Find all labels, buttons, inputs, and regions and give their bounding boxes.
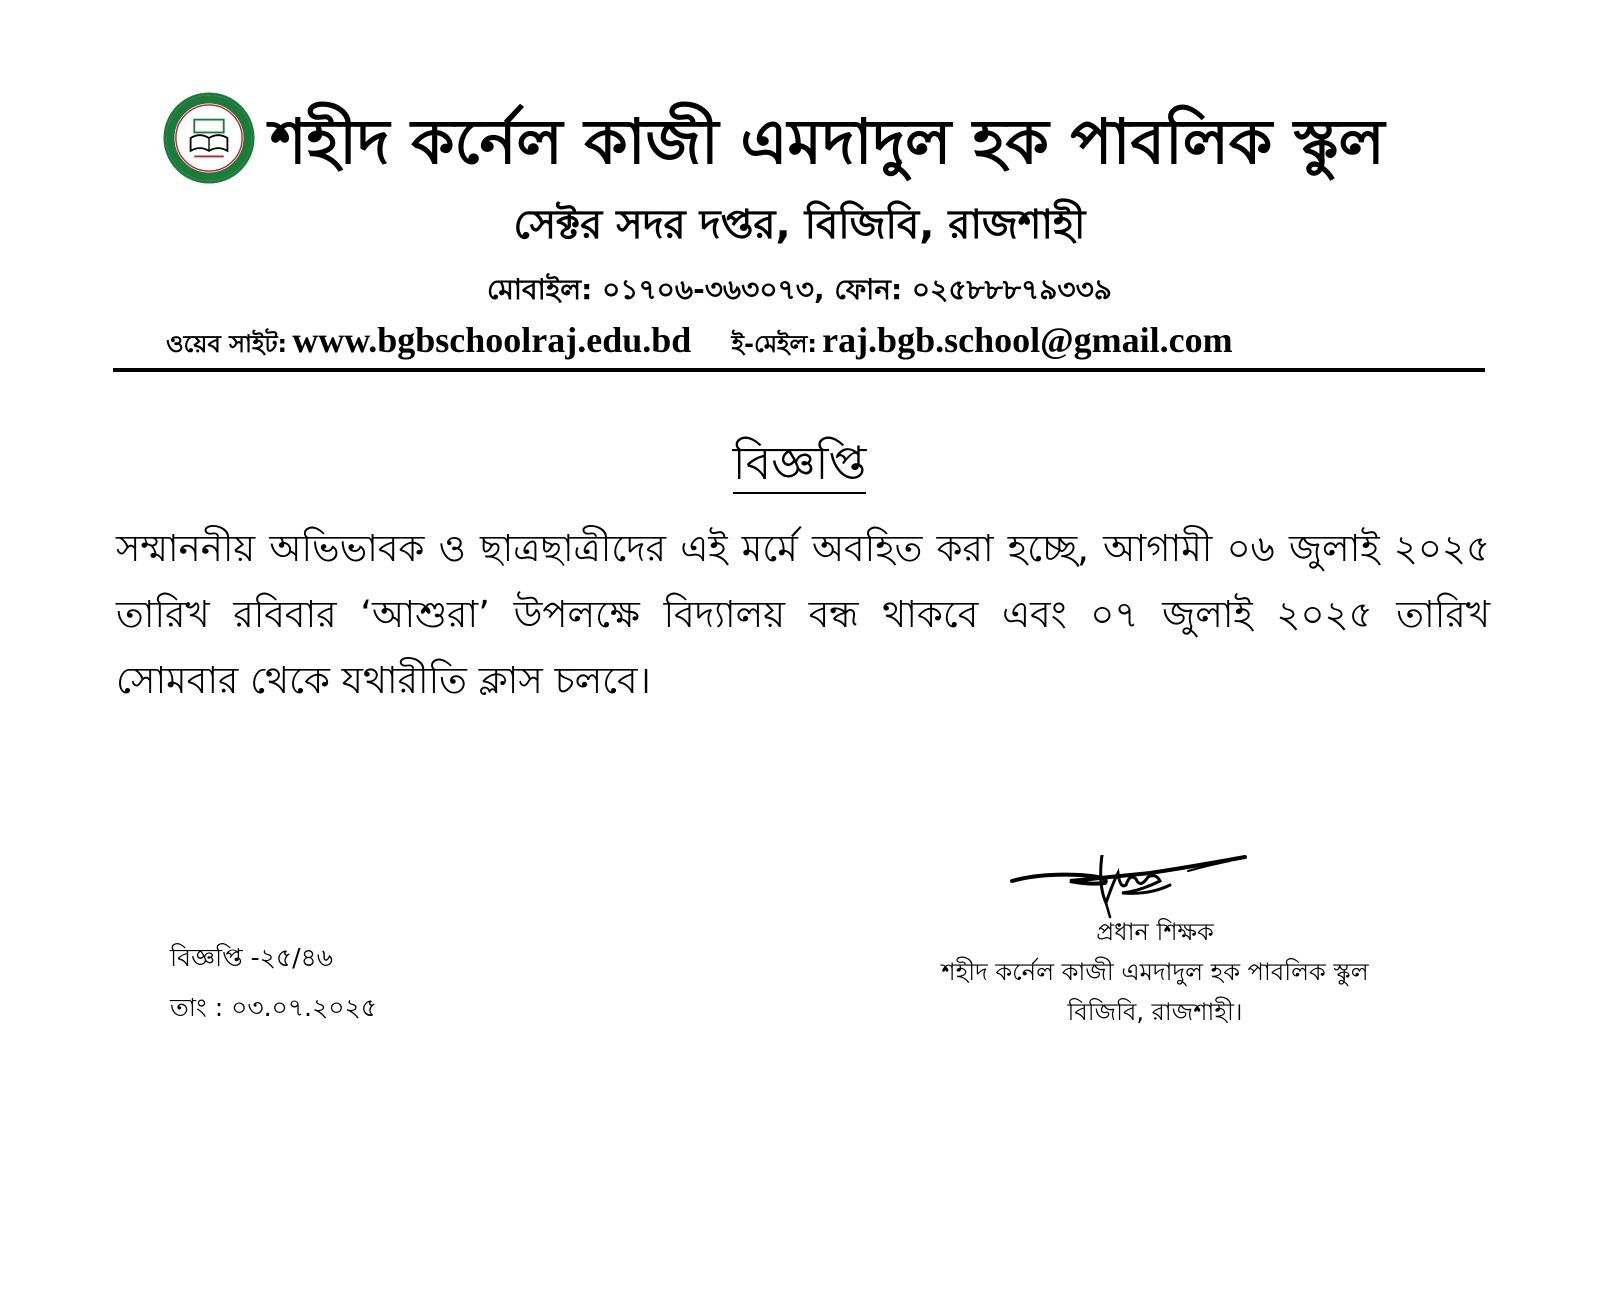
signatory-designation: প্রধান শিক্ষক (1096, 918, 1214, 946)
school-logo (163, 92, 255, 184)
website-link[interactable]: www.bgbschoolraj.edu.bd (292, 320, 692, 360)
notice-title-wrap (0, 432, 1599, 494)
school-name: শহীদ কর্নেল কাজী এমদাদুল হক পাবলিক স্কুল (270, 105, 1385, 178)
email-label: ই-মেইল: (731, 330, 817, 358)
header-divider (113, 368, 1485, 372)
reference-block (170, 933, 377, 1033)
web-contact-line (166, 318, 1426, 369)
website-label: ওয়েব সাইট: (166, 330, 288, 358)
notice-date: তাং : ০৩.০৭.২০২৫ (170, 993, 377, 1022)
contact-phones: মোবাইল: ০১৭০৬-৩৬৩০৭৩, ফোন: ০২৫৮৮৮৭৯৩৩৯ (487, 273, 1112, 306)
notice-title: বিজ্ঞপ্তি (733, 436, 867, 494)
email-link[interactable]: raj.bgb.school@gmail.com (822, 320, 1233, 360)
notice-body: সম্মাননীয় অভিভাবক ও ছাত্রছাত্রীদের এই মর্মে অবহিত করা হচ্ছে, আগামী ০৬ জুলাই ২০২৫ তারিখ রবিবার ‘আশুরা’ উপলক্ষে বিদ্যালয় বন্ধ থাকবে এবং ০৭ জুলাই ২০২৫ তারিখ সোমবার থেকে যথারীতি ক্লাস চলবে। (116, 527, 1490, 702)
school-address: সেক্টর সদর দপ্তর, বিজিবি, রাজশাহী (513, 202, 1086, 248)
signatory-location: বিজিবি, রাজশাহী। (1067, 998, 1243, 1026)
notice-number: বিজ্ঞপ্তি -২৫/৪৬ (170, 943, 334, 972)
signatory-school: শহীদ কর্নেল কাজী এমদাদুল হক পাবলিক স্কুল (941, 958, 1369, 986)
signatory-block (880, 912, 1430, 1032)
